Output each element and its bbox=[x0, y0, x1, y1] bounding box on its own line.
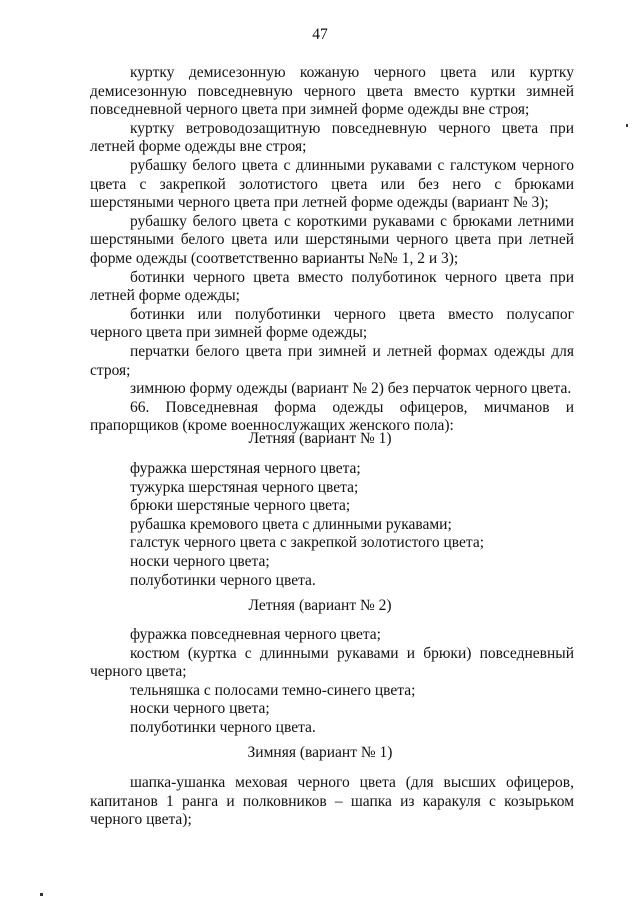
list-item: носки черного цвета; bbox=[130, 552, 270, 570]
section-heading-summer-2: Летняя (вариант № 2) bbox=[248, 597, 392, 614]
text-block-winter-1 bbox=[90, 774, 574, 830]
list-item: костюм (куртка с длинными рукавами и брюки) повседневный черного цвета; bbox=[90, 644, 574, 681]
paragraph: ботинки или полуботинки черного цвета вместо полусапог черного цвета при зимней форме одежды; bbox=[90, 305, 574, 342]
scan-mark bbox=[40, 893, 43, 896]
scan-mark bbox=[626, 124, 628, 127]
paragraph: рубашку белого цвета с длинными рукавами с галстуком черного цвета с закрепкой золотистого цвета или без него с брюками шерстяными черного цвета при летней форме одежды (вариант № 3); bbox=[90, 156, 574, 212]
paragraph: шапка-ушанка меховая черного цвета (для высших офицеров, капитанов 1 ранга и полковников – шапка из каракуля с козырьком черного цвета); bbox=[90, 774, 574, 829]
paragraph: ботинки черного цвета вместо полуботинок черного цвета при летней форме одежды; bbox=[90, 268, 574, 305]
item-list-summer-1 bbox=[90, 460, 574, 590]
paragraph: куртку ветроводозащитную повседневную черного цвета при летней форме одежды вне строя; bbox=[90, 119, 574, 156]
item-list-summer-2 bbox=[90, 626, 574, 738]
list-item: полуботинки черного цвета. bbox=[130, 571, 316, 589]
list-item: галстук черного цвета с закрепкой золотистого цвета; bbox=[130, 534, 485, 552]
paragraph: рубашку белого цвета с короткими рукавами с брюками летними шерстяными белого цвета или шерстяными черного цвета при летней форме одежды (соответственно варианты №№ 1, 2 и 3); bbox=[90, 212, 574, 267]
list-item: фуражка повседневная черного цвета; bbox=[130, 626, 381, 643]
paragraph-item-66: 66. Повседневная форма одежды офицеров, мичманов и прапорщиков (кроме военнослужащих женского пола): bbox=[90, 398, 574, 435]
text-block-intro bbox=[90, 64, 574, 436]
section-heading-winter-1: Зимняя (вариант № 1) bbox=[247, 744, 393, 761]
paragraph: зимнюю форму одежды (вариант № 2) без перчаток черного цвета. bbox=[130, 380, 572, 398]
paragraph: перчатки белого цвета при зимней и летней формах одежды для строя; bbox=[90, 342, 574, 379]
list-item: носки черного цвета; bbox=[130, 700, 270, 718]
list-item: тужурка шерстяная черного цвета; bbox=[130, 478, 359, 496]
list-item: фуражка шерстяная черного цвета; bbox=[130, 460, 361, 477]
paragraph: куртку демисезонную кожаную черного цвета или куртку демисезонную повседневную черного цвета вместо куртки зимней повседневной черного цвета при зимней форме одежды вне строя; bbox=[90, 64, 574, 119]
section-heading-summer-1: Летняя (вариант № 1) bbox=[248, 430, 392, 447]
list-item: тельняшка с полосами темно-синего цвета; bbox=[130, 681, 416, 699]
list-item: брюки шерстяные черного цвета; bbox=[130, 497, 351, 515]
page-number: 47 bbox=[312, 26, 328, 43]
list-item: полуботинки черного цвета. bbox=[130, 718, 316, 736]
list-item: рубашка кремового цвета с длинными рукавами; bbox=[130, 515, 452, 533]
